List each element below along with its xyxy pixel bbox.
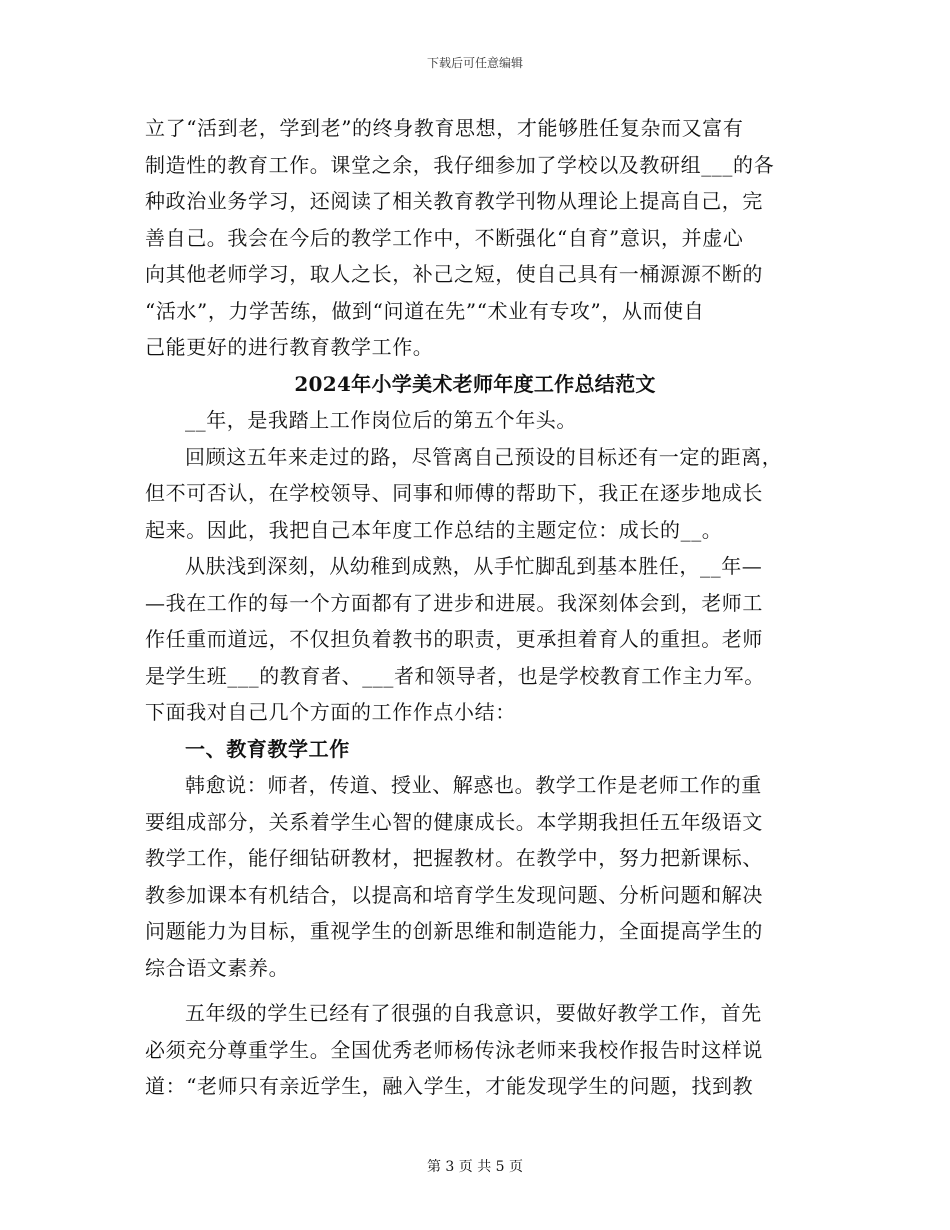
paragraph-line: __年，是我踏上工作岗位后的第五个年头。 bbox=[185, 408, 577, 432]
paragraph-line: 问题能力为目标，重视学生的创新思维和制造能力，全面提高学生的 bbox=[145, 919, 763, 943]
header-note: 下载后可任意编辑 bbox=[426, 56, 523, 70]
paragraph-line: 立了“活到老，学到老”的终身教育思想，才能够胜任复杂而又富有 bbox=[145, 116, 744, 140]
paragraph-line: 向其他老师学习，取人之长，补己之短，使自己具有一桶源源不断的 bbox=[145, 262, 763, 286]
paragraph-line: 要组成部分，关系着学生心智的健康成长。本学期我担任五年级语文 bbox=[145, 809, 763, 834]
paragraph-line: “活水”，力学苦练，做到“问道在先”“术业有专攻”，从而使自 bbox=[145, 298, 705, 323]
paragraph-line: 教学工作，能仔细钻研教材，把握教材。在教学中，努力把新课标、 bbox=[145, 846, 763, 870]
paragraph-line: 是学生班___的教育者、___者和领导者，也是学校教育工作主力军。 bbox=[145, 663, 765, 688]
paragraph-line: 但不可否认，在学校领导、同事和师傅的帮助下，我正在逐步地成长 bbox=[145, 481, 763, 505]
paragraph-line: 善自己。我会在今后的教学工作中，不断强化“自育”意识，并虚心 bbox=[145, 225, 744, 250]
paragraph-line: 五年级的学生已经有了很强的自我意识，要做好教学工作，首先 bbox=[185, 1001, 762, 1025]
page-footer: 第 3 页 共 5 页 bbox=[426, 1159, 524, 1175]
paragraph-line: 韩愈说：师者，传道、授业、解惑也。教学工作是老师工作的重 bbox=[185, 773, 762, 797]
document-body bbox=[145, 110, 805, 1105]
paragraph-line: 种政治业务学习，还阅读了相关教育教学刊物从理论上提高自己，完 bbox=[145, 189, 763, 213]
paragraph-line: 己能更好的进行教育教学工作。 bbox=[145, 335, 434, 359]
paragraph-line: —我在工作的每一个方面都有了进步和进展。我深刻体会到，老师工 bbox=[145, 590, 763, 615]
paragraph-line: 下面我对自己几个方面的工作作点小结： bbox=[145, 700, 516, 724]
section-heading: 一、教育教学工作 bbox=[185, 736, 350, 761]
paragraph-line: 从肤浅到深刻，从幼稚到成熟，从手忙脚乱到基本胜任，__年— bbox=[185, 554, 763, 578]
document-title: 2024年小学美术老师年度工作总结范文 bbox=[294, 371, 656, 396]
paragraph-line: 道：“老师只有亲近学生，融入学生，才能发现学生的问题，找到教 bbox=[145, 1074, 754, 1098]
paragraph-line: 回顾这五年来走过的路，尽管离自己预设的目标还有一定的距离， bbox=[185, 444, 783, 469]
paragraph-line: 起来。因此，我把自己本年度工作总结的主题定位：成长的__。 bbox=[145, 517, 723, 542]
paragraph-line: 必须充分尊重学生。全国优秀老师杨传泳老师来我校作报告时这样说 bbox=[145, 1037, 763, 1062]
paragraph-line: 教参加课本有机结合，以提高和培育学生发现问题、分析问题和解决 bbox=[145, 882, 763, 907]
paragraph-line: 综合语文素养。 bbox=[145, 955, 290, 980]
paragraph-line: 作任重而道远，不仅担负着教书的职责，更承担着育人的重担。老师 bbox=[145, 627, 763, 651]
paragraph-line: 制造性的教育工作。课堂之余，我仔细参加了学校以及教研组___的各 bbox=[145, 152, 775, 177]
